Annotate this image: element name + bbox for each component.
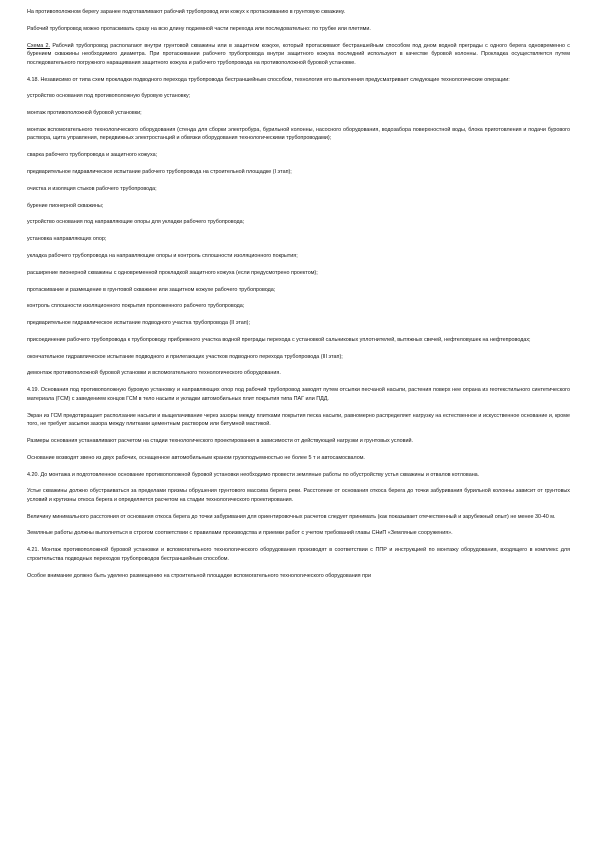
paragraph-1: На противоположном берегу заранее подготавливают рабочий трубопровод или кожух к протаскиванию в грунтовую скважину. (27, 9, 346, 15)
paragraph-11: бурение пионерной скважины; (27, 202, 104, 209)
paragraph-17: контроль сплошности изоляционного покрытия проложенного рабочего трубопровода; (27, 303, 245, 310)
paragraph-25: Основание возводят звено из двух рабочих, оснащенное автомобильным краном грузоподъемностью не более 5 т и автосамосвалом. (27, 454, 365, 461)
paragraph-21: демонтаж противоположной буровой установки и вспомогательного технологического оборудования. (27, 370, 281, 377)
paragraph-12: устройство основания под направляющие опоры для укладки рабочего трубопровода; (27, 219, 245, 226)
paragraph-31: Особое внимание должно быть уделено размещению на строительной площадке вспомогательного технологического оборудования при (27, 572, 372, 579)
paragraph-3-body: Рабочий трубопровод располагают внутри грунтовой скважины или в защитном кожухе, который протаскивают бестраншейным способом под дном водной преграды с одного берега одновременно с бурением скважины необходимого диаметра. При протаскивании рабочего трубопровода внутри защитного кожуха последний используют в качестве буровой колонны. Прокладка осуществляется путем последовательного погружного наращивания защитного кожуха и рабочего трубопровода на противоположной буровой установке. (27, 42, 570, 66)
paragraph-9: предварительное гидравлическое испытание рабочего трубопровода на строительной площадке (I этап); (27, 169, 292, 176)
paragraph-30: 4.21. Монтаж противоположной буровой установки и вспомогательного технологического оборудования производят в соответствии с ППР и инструкцией по монтажу оборудования, входящего в комплекс для строительства подводных переходов трубопроводов бестраншейным способом. (27, 547, 570, 562)
paragraph-29: Земляные работы должны выполняться в строгом соответствии с правилами производства и приемки работ с учетом требований главы СНиП «Земляные сооружения». (27, 530, 453, 537)
paragraph-24: Размеры основания устанавливают расчетом на стадии технологического проектирования в зависимости от действующей нагрузки и грунтовых условий. (27, 437, 414, 444)
paragraph-18: предварительное гидравлическое испытание подводного участка трубопровода (II этап); (27, 320, 250, 327)
paragraph-20: окончательное гидравлическое испытание подводного и прилегающих участков подводного перехода трубопровода (III этап); (27, 353, 343, 360)
paragraph-22: 4.19. Основания под противоположную буровую установку и направляющих опор под рабочий трубопровод заводят путем отсыпки песчаной насыпи, растения поверх нее опрана из геотекстильного синтетического материала (ГСМ) с заведением концов ГСМ в тело насыпи и укладки автомобильных плит покрытия типа ПАГ или ПДД. (27, 387, 570, 402)
paragraph-15: расширение пионерной скважины с одновременной прокладкой защитного кожуха (если предусмотрено проектом); (27, 269, 318, 276)
paragraph-16: протаскивание и размещение в грунтовой скважине или защитном кожухе рабочего трубопровода; (27, 286, 276, 293)
paragraph-27: Устье скважины должно обустраиваться за пределами призмы обрушения грунтового массива берега реки. Расстояние от основания откоса берега до точки забуривания бурильной колонны зависит от грунтовых условий и крутизны откоса берега и определяется расчетом на стадии технологического проектирования. (27, 488, 570, 503)
paragraph-2: Рабочий трубопровод можно протаскивать сразу на всю длину подземной части перехода или последовательно: по трубке или плетями. (27, 25, 371, 32)
paragraph-10: очистка и изоляция стыков рабочего трубопровода; (27, 185, 157, 192)
paragraph-5: устройство основания под противоположную буровую установку; (27, 93, 191, 100)
paragraph-28: Величину минимального расстояния от основания откоса берега до точки забуривания для ориентировочных расчетов следует принимать (как показывает отечественный и зарубежный опыт) не менее 30-40 м. (27, 513, 556, 520)
paragraph-19: присоединение рабочего трубопровода к трубопроводу прибрежного участка водной преграды перехода с установкой сальниковых уплотнителей, вытяжных свечей, нефтеловушек на нефтепроводах; (27, 336, 531, 343)
paragraph-3 (27, 42, 570, 68)
scheme-2-label: Схема 2. (27, 42, 51, 49)
paragraph-8: сварка рабочего трубопровода и защитного кожуха; (27, 152, 158, 159)
paragraph-6: монтаж противоположной буровой установки; (27, 110, 142, 117)
document-page (27, 8, 570, 588)
paragraph-14: укладка рабочего трубопровода на направляющие опоры и контроль сплошности изоляционного покрытия; (27, 252, 298, 259)
paragraph-23: Экран из ГСМ предотвращает расползание насыпи и выщелачивание через зазоры между плитками покрытия песка насыпи, равномерно распределяет нагрузку на естественное и искусственное основание и, кроме того, не требует засыпки зазора между плитками цементным раствором или битумной мастикой. (27, 412, 570, 428)
paragraph-7: монтаж вспомогательного технологического оборудования (стенда для сборки электробура, бурильной колонны, насосного оборудования, водозабора поверхностной воды, блока приготовления и подачи бурового раствора, щита управления, передвижных электростанций и обвязки оборудования технологическими трубопроводами); (27, 126, 570, 142)
paragraph-26: 4.20. До монтажа и подготовленное основание противоположной буровой установки необходимо провести земляные работы по обустройству устья скважины и отвалов котлована. (27, 471, 480, 478)
paragraph-4: 4.18. Независимо от типа схем прокладки подводного перехода трубопровода бестраншейным способом, технология его выполнения предусматривает следующие технологические операции: (27, 76, 510, 83)
paragraph-13: установка направляющих опор; (27, 236, 107, 243)
